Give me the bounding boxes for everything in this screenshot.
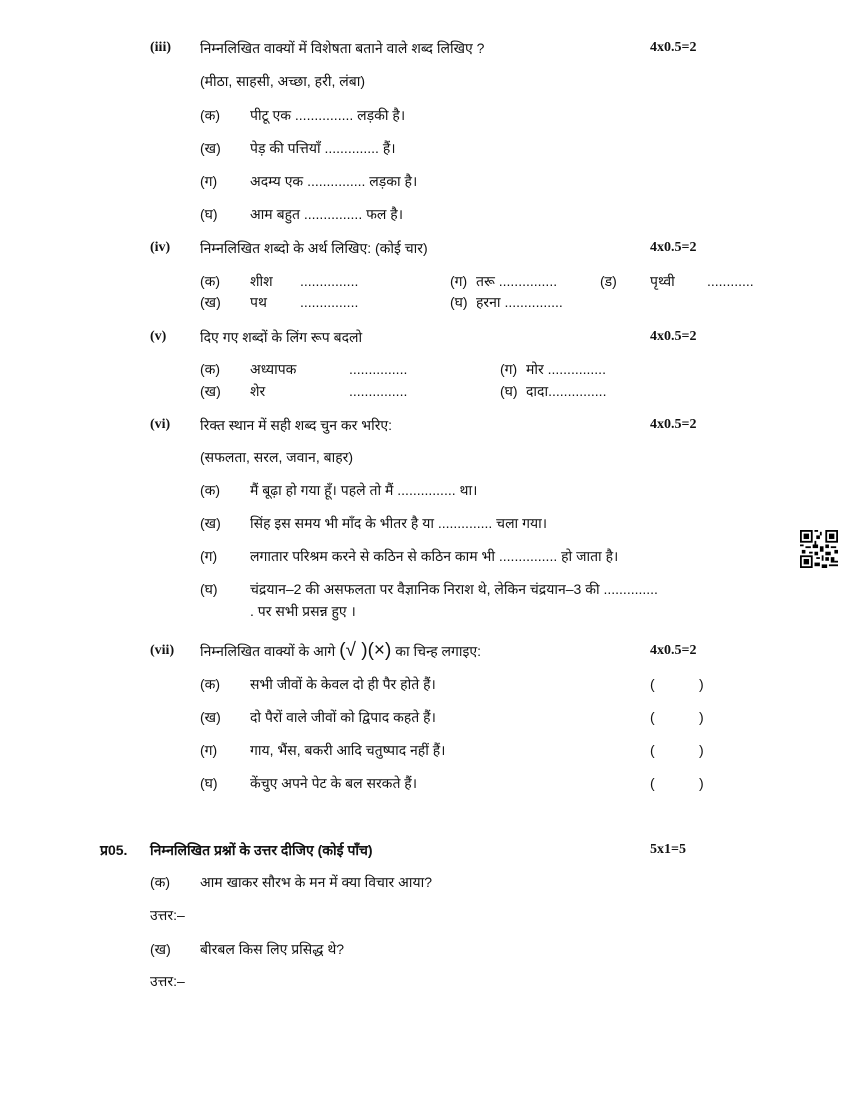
q6-item-key: (ग) [200, 548, 218, 564]
q7-item-key: (क) [200, 676, 221, 692]
qr-code-icon [800, 530, 838, 568]
q4-item-key: (क) [200, 273, 221, 289]
answer-box-close: ) [699, 742, 704, 758]
q7-item-text: गाय, भैंस, बकरी आदि चतुष्पाद नहीं हैं। [250, 742, 446, 758]
q7-item-text: केंचुए अपने पेट के बल सरकते हैं। [250, 775, 418, 791]
q4-question: निम्नलिखित शब्दो के अर्थ लिखिए: (कोई चार) [200, 240, 428, 256]
q4-item-word: तरू ............... [476, 273, 558, 289]
tick-cross-symbols: (√ )(×) [339, 640, 392, 661]
answer-box-close: ) [699, 676, 704, 692]
q3-item-text: पेड़ की पत्तियाँ .............. हैं। [250, 140, 396, 156]
q6-options: (सफलता, सरल, जवान, बाहर) [200, 449, 354, 465]
q5-item-key: (क) [200, 361, 221, 377]
q4-item-key: (ख) [200, 294, 221, 310]
q7-item-key: (ग) [200, 742, 218, 758]
q6-item-text: लगातार परिश्रम करने से कठिन से कठिन काम भी ............... हो जाता है। [250, 548, 619, 564]
q6-label: (vi) [150, 417, 171, 432]
q5-item-word: शेर [250, 383, 266, 399]
q4-item-word: पथ [250, 294, 267, 310]
q7-item-key: (घ) [200, 775, 218, 791]
q5-question: दिए गए शब्दों के लिंग रूप बदलो [200, 329, 363, 345]
q7-marks: 4x0.5=2 [650, 643, 697, 658]
answer-box-open: ( [650, 676, 655, 692]
p5-answer-label: उत्तर:– [150, 973, 185, 989]
q3-item-key: (ग) [200, 173, 218, 189]
q6-item-text: चंद्रयान–2 की असफलता पर वैज्ञानिक निराश थे, लेकिन चंद्रयान–3 की .............. [250, 581, 658, 597]
answer-box-open: ( [650, 709, 655, 725]
q3-label: (iii) [150, 40, 171, 55]
q7-item-key: (ख) [200, 709, 221, 725]
q7-question-b: का चिन्ह लगाइए: [395, 643, 482, 659]
q3-marks: 4x0.5=2 [650, 40, 697, 55]
q6-item-text: मैं बूढ़ा हो गया हूँ। पहले तो मैं ............... था। [250, 482, 478, 498]
q4-item-key: (ड) [600, 273, 617, 289]
q6-item-key: (घ) [200, 581, 218, 597]
q6-item-text: सिंह इस समय भी माँद के भीतर है या .............. चला गया। [250, 515, 548, 531]
p5-item-text: बीरबल किस लिए प्रसिद्ध थे? [200, 941, 345, 957]
q4-label: (iv) [150, 240, 171, 255]
q3-item-key: (घ) [200, 206, 218, 222]
q3-item-text: आम बहुत ............... फल है। [250, 206, 404, 222]
q4-item-word: पृथ्वी [650, 273, 675, 289]
q5-item-key: (ख) [200, 383, 221, 399]
q7-item-text: दो पैरों वाले जीवों को द्विपाद कहते हैं। [250, 709, 436, 725]
q3-item-key: (ख) [200, 140, 221, 156]
q4-marks: 4x0.5=2 [650, 240, 697, 255]
q4-item-word: हरना ............... [476, 294, 563, 310]
q5-item-blank: ............... [349, 383, 408, 399]
p5-item-key: (ख) [150, 941, 171, 957]
p5-label: प्र05. [100, 842, 128, 858]
q7-question [200, 642, 481, 660]
q4-item-blank: ............ [707, 273, 754, 289]
q5-item-word: अध्यापक [250, 361, 297, 377]
p5-marks: 5x1=5 [650, 842, 686, 857]
p5-item-key: (क) [150, 874, 171, 890]
q3-options: (मीठा, साहसी, अच्छा, हरी, लंबा) [200, 73, 365, 89]
q5-item-word: दादा............... [526, 383, 607, 399]
q5-item-key: (ग) [500, 361, 518, 377]
q3-item-text: पीटू एक ............... लड़की है। [250, 107, 406, 123]
q5-item-blank: ............... [349, 361, 408, 377]
q6-question: रिक्त स्थान में सही शब्द चुन कर भरिए: [200, 417, 393, 433]
p5-question: निम्नलिखित प्रश्नों के उत्तर दीजिए (कोई पाँच) [150, 842, 373, 858]
answer-box-close: ) [699, 775, 704, 791]
q3-question: निम्नलिखित वाक्यों में विशेषता बताने वाले शब्द लिखिए ? [200, 40, 485, 56]
q6-marks: 4x0.5=2 [650, 417, 697, 432]
p5-item-text: आम खाकर सौरभ के मन में क्या विचार आया? [200, 874, 433, 890]
q4-item-blank: ............... [300, 294, 359, 310]
q6-item-key: (ख) [200, 515, 221, 531]
q7-label: (vii) [150, 643, 175, 658]
q6-item-key: (क) [200, 482, 221, 498]
q6-item-text-cont: . पर सभी प्रसन्न हुए । [250, 603, 356, 619]
q4-item-word: शीश [250, 273, 273, 289]
answer-box-open: ( [650, 742, 655, 758]
q7-question-a: निम्नलिखित वाक्यों के आगे [200, 643, 336, 659]
q3-item-key: (क) [200, 107, 221, 123]
answer-box-open: ( [650, 775, 655, 791]
q4-item-key: (घ) [450, 294, 468, 310]
q5-item-word: मोर ............... [526, 361, 606, 377]
q7-item-text: सभी जीवों के केवल दो ही पैर होते हैं। [250, 676, 436, 692]
q5-label: (v) [150, 329, 167, 344]
q4-item-blank: ............... [300, 273, 359, 289]
answer-box-close: ) [699, 709, 704, 725]
q5-item-key: (घ) [500, 383, 518, 399]
q5-marks: 4x0.5=2 [650, 329, 697, 344]
p5-answer-label: उत्तर:– [150, 907, 185, 923]
q4-item-key: (ग) [450, 273, 468, 289]
q3-item-text: अदम्य एक ............... लड़का है। [250, 173, 418, 189]
